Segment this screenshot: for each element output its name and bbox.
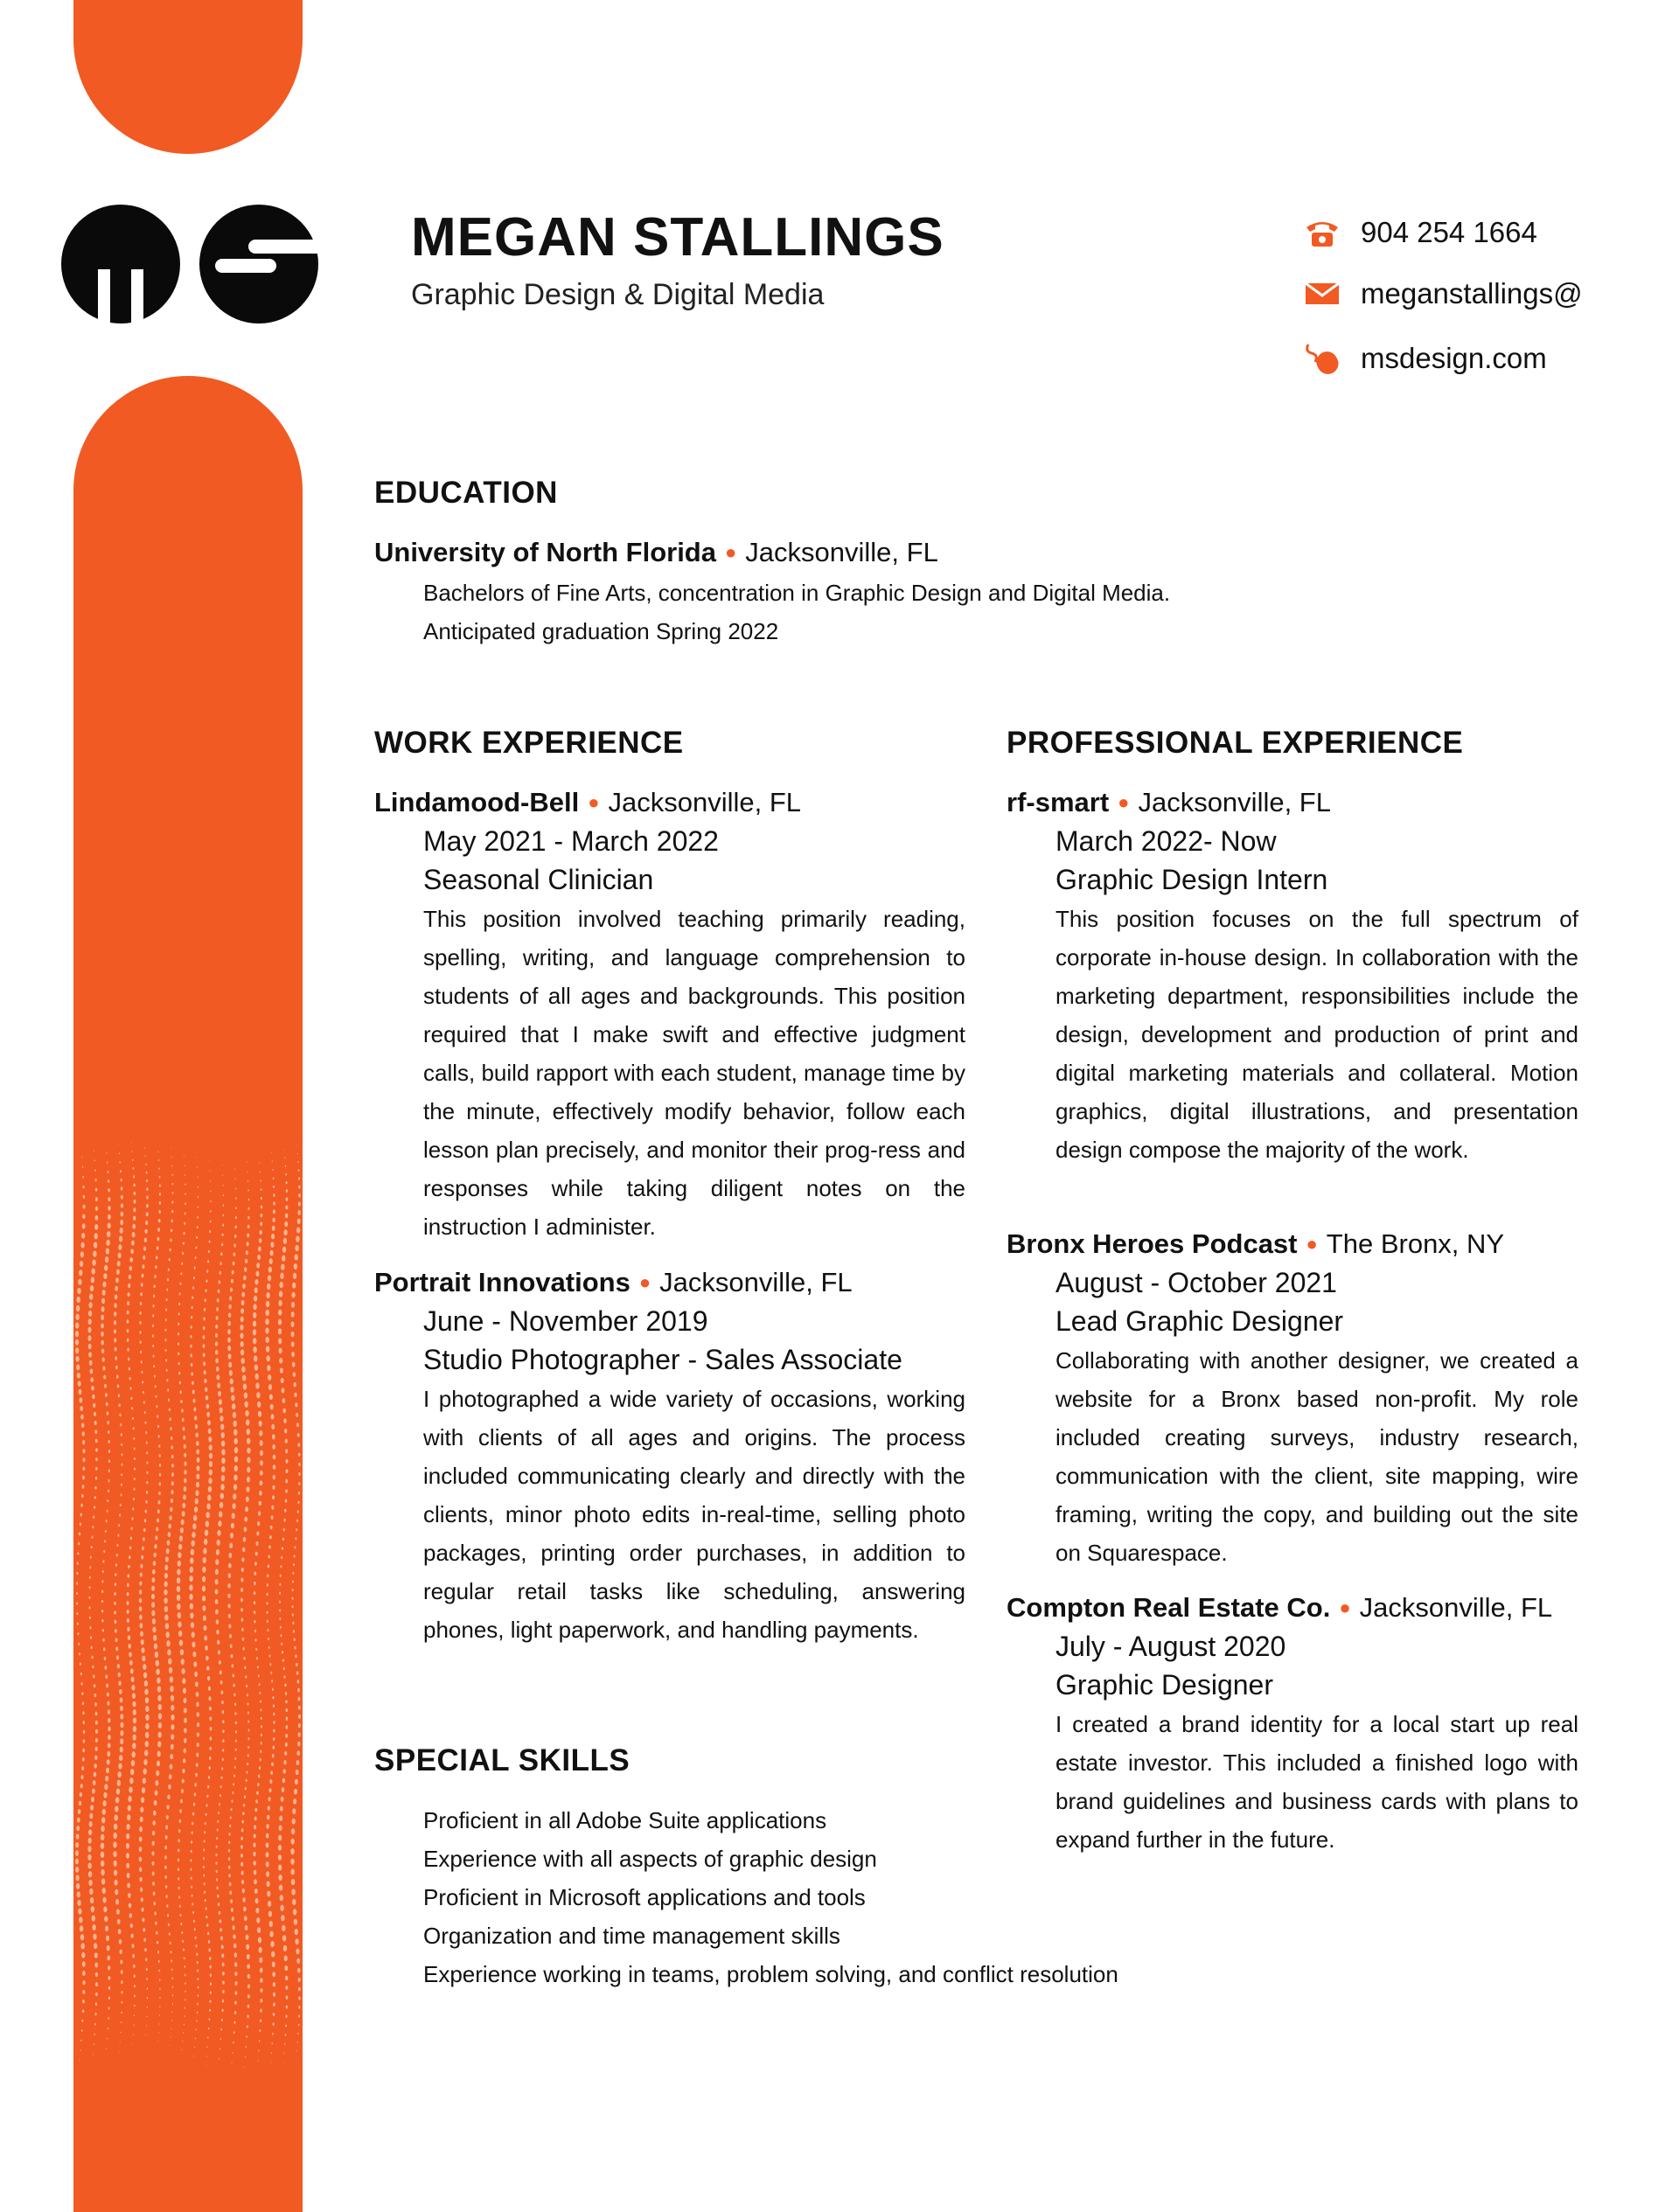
email-address[interactable]: meganstallings@: [1361, 277, 1583, 310]
professional-entry-head: [1007, 787, 1331, 818]
website-url[interactable]: msdesign.com: [1361, 342, 1547, 374]
professional-org: Compton Real Estate Co.: [1007, 1592, 1331, 1623]
work-org: Lindamood-Bell: [374, 787, 580, 817]
professional-entry-head: [1007, 1228, 1504, 1260]
work-role: Seasonal Clinician: [423, 864, 654, 895]
degree-line: Bachelors of Fine Arts, concentration in Graphic Design and Digital Media.: [423, 580, 1171, 606]
bullet-dot: ●: [588, 791, 600, 813]
contact-phone: [1303, 213, 1537, 252]
phone-number: 904 254 1664: [1361, 216, 1537, 248]
professional-dates: March 2022- Now: [1055, 825, 1277, 857]
skill-item: Proficient in Microsoft applications and tools: [423, 1884, 866, 1910]
professional-location: Jacksonville, FL: [1138, 787, 1331, 817]
graduation-line: Anticipated graduation Spring 2022: [423, 618, 779, 644]
professional-org: Bronx Heroes Podcast: [1007, 1228, 1298, 1259]
work-description: This position involved teaching primarily reading, spelling, writing, and language comprehension to students of all ages and backgrounds. This position required that I make swift and effective judgment calls, build rapport with each student, manage time by the minute, effectively modify behavior, follow each lesson plan precisely, and monitor their prog-ress and responses while taking diligent notes on the instruction I administer.: [423, 906, 966, 1240]
bullet-dot: ●: [638, 1271, 651, 1293]
school-name: University of North Florida: [374, 537, 716, 567]
work-entry-head: [374, 1267, 853, 1298]
skills-heading: SPECIAL SKILLS: [374, 1743, 630, 1777]
phone-icon: [1303, 213, 1341, 252]
work-dates: May 2021 - March 2022: [423, 825, 719, 857]
bullet-dot: ●: [1306, 1233, 1318, 1255]
education-entry-head: [374, 537, 938, 568]
work-location: Jacksonville, FL: [659, 1267, 853, 1297]
skill-item: Organization and time management skills: [423, 1923, 840, 1949]
ms-monogram-logo: [61, 205, 324, 327]
contact-website: [1303, 339, 1547, 378]
email-icon: [1303, 275, 1341, 313]
professional-heading: PROFESSIONAL EXPERIENCE: [1007, 726, 1464, 760]
bullet-dot: ●: [724, 541, 737, 563]
bullet-dot: ●: [1339, 1596, 1351, 1618]
work-role: Studio Photographer - Sales Associate: [423, 1344, 902, 1375]
side-decorative-bar: [73, 376, 303, 2212]
professional-dates: July - August 2020: [1055, 1631, 1286, 1662]
top-decorative-pill: [73, 0, 303, 154]
school-location: Jacksonville, FL: [745, 537, 938, 567]
web-mouse-icon: [1303, 339, 1341, 378]
professional-role: Lead Graphic Designer: [1055, 1305, 1344, 1337]
professional-dates: August - October 2021: [1055, 1267, 1337, 1298]
professional-description: Collaborating with another designer, we created a website for a Bronx based non-profit. My role included creating surveys, industry research, communication with the client, site mapping, wire framing, writing the copy, and building out the site on Squarespace.: [1055, 1347, 1578, 1566]
skill-item: Experience working in teams, problem solving, and conflict resolution: [423, 1961, 1118, 1987]
candidate-tagline: Graphic Design & Digital Media: [411, 278, 825, 311]
skill-item: Proficient in all Adobe Suite applications: [423, 1807, 827, 1833]
work-entry-head: [374, 787, 801, 818]
work-heading: WORK EXPERIENCE: [374, 726, 684, 760]
candidate-name: MEGAN STALLINGS: [411, 207, 944, 268]
contact-email: [1303, 275, 1583, 313]
work-org: Portrait Innovations: [374, 1267, 630, 1297]
professional-role: Graphic Design Intern: [1055, 864, 1328, 895]
work-dates: June - November 2019: [423, 1305, 708, 1337]
professional-org: rf-smart: [1007, 787, 1110, 817]
professional-role: Graphic Designer: [1055, 1669, 1273, 1701]
professional-description: This position focuses on the full spectrum of corporate in-house design. In collaboration with the marketing department, responsibilities include the design, development and production of print and digital marketing materials and collateral. Motion graphics, digital illustrations, and presentation design compose the majority of the work.: [1055, 906, 1578, 1163]
dot-wave-pattern: [73, 376, 303, 2212]
professional-entry-head: [1007, 1592, 1552, 1624]
bullet-dot: ●: [1118, 791, 1130, 813]
professional-location: Jacksonville, FL: [1359, 1592, 1553, 1623]
skill-item: Experience with all aspects of graphic design: [423, 1846, 877, 1872]
work-location: Jacksonville, FL: [608, 787, 802, 817]
professional-description: I created a brand identity for a local start up real estate investor. This included a finished logo with brand guidelines and business cards with plans to expand further in the future.: [1055, 1711, 1578, 1853]
education-heading: EDUCATION: [374, 476, 558, 510]
work-description: I photographed a wide variety of occasions, working with clients of all ages and origins. The process included communicating clearly and directly with the clients, minor photo edits in-real-time, selling photo packages, printing order purchases, in addition to regular retail tasks like scheduling, answering phones, light paperwork, and handling payments.: [423, 1386, 965, 1643]
professional-location: The Bronx, NY: [1326, 1228, 1505, 1259]
